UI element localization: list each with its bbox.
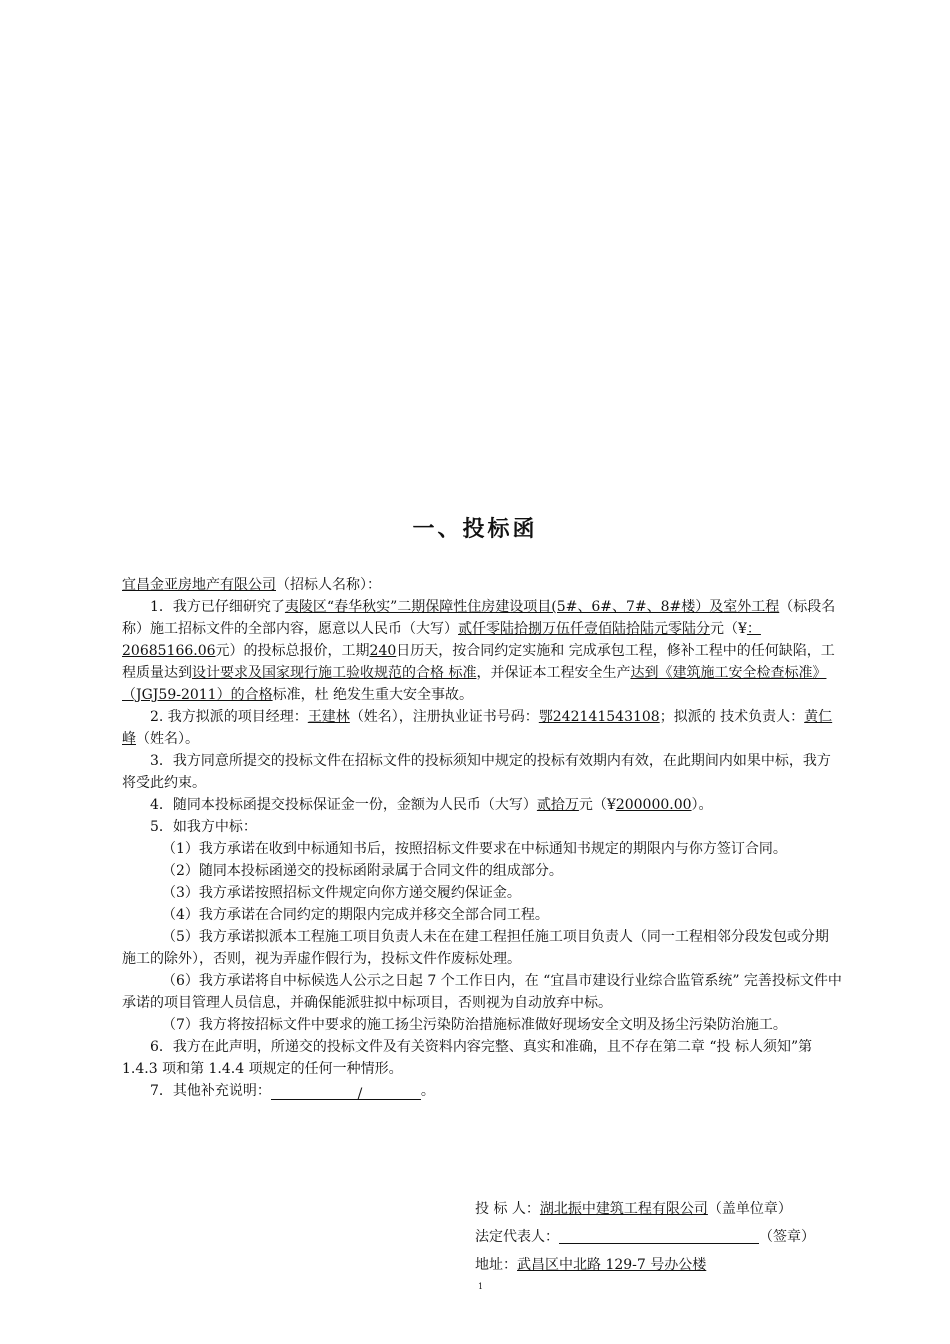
clause-5-item-2: （2）随同本投标函递交的投标函附录属于合同文件的组成部分。: [162, 863, 563, 879]
clause-1-text-f: ，并保证本工程安全生产: [476, 665, 631, 681]
clause-1-text-c: 元（¥: [710, 621, 747, 637]
address-line: [475, 1251, 895, 1279]
legal-rep-seal-note: （签章）: [759, 1229, 815, 1245]
clause-7: [122, 1080, 842, 1102]
clause-2-text-d: （姓名）。: [136, 731, 199, 747]
clause-4: [122, 794, 842, 816]
quality-standard: 设计要求及国家现行施工验收规范的合格 标准: [192, 665, 477, 681]
clause-2-text-b: （姓名），注册执业证书号码：: [349, 709, 539, 725]
bid-amount-words: 贰仟零陆拾捌万伍仟壹佰陆拾陆元零陆分: [458, 621, 710, 637]
legal-rep-signature-field: [559, 1227, 759, 1244]
clause-3: 3．我方同意所提交的投标文件在招标文件的投标须知中规定的投标有效期内有效，在此期间内如果中标，我方将受此约束。: [122, 753, 831, 791]
legal-rep-label: 法定代表人：: [475, 1229, 559, 1245]
page-title: 一、投标函: [412, 516, 538, 542]
bidder-line: [475, 1195, 895, 1223]
clause-1: [122, 596, 842, 706]
clause-5-item-5: （5）我方承诺拟派本工程施工项目负责人未在在建工程担任施工项目负责人（同一工程相邻分段发包或分期施工的除外），否则，视为弄虚作假行为，投标文件作废标处理。: [122, 929, 829, 967]
clause-5-item-6: （6）我方承诺将自中标候选人公示之日起 7 个工作日内，在 “宜昌市建设行业综合监管系统” 完善投标文件中承诺的项目管理人员信息，并确保能派驻拟中标项目，否则视为自动放弃中标。: [122, 973, 842, 1011]
letter-body: [122, 574, 842, 1102]
clause-5: 5．如我方中标：: [150, 819, 257, 835]
address-label: 地址：: [475, 1257, 517, 1273]
safety-standard: 达到《建筑施工安全检查标准》（JGJ59-2011）的合格: [122, 665, 827, 703]
clause-4-text-a: 4．随同本投标函提交投标保证金一份，金额为人民币（大写）: [150, 797, 537, 813]
project-name: 夷陵区“春华秋实”二期保障性住房建设项目(5#、6#、7#、8#楼）及室外工程: [284, 599, 780, 615]
bidder-seal-note: （盖单位章）: [707, 1201, 792, 1217]
tenderer-name: 宜昌金亚房地产有限公司: [122, 577, 276, 593]
legal-rep-line: [475, 1223, 895, 1251]
bidder-label: 投 标 人：: [475, 1201, 540, 1217]
deposit-amount-words: 贰拾万: [536, 797, 579, 813]
duration-days: 240: [369, 643, 397, 659]
salutation: [122, 574, 842, 596]
clause-4-text-b: 元（¥: [578, 797, 616, 813]
address-value: 武昌区中北路 129-7 号办公楼: [517, 1257, 707, 1273]
clause-1-text-e: 日历天，按合同约定实施和 完成承包工程，修补工程中的任何缺陷，工程质量达到: [122, 643, 835, 681]
clause-4-text-c: ）。: [691, 797, 713, 813]
bid-amount-number: ：20685166.06: [122, 621, 761, 659]
clause-1-text-a: 1．我方已仔细研究了: [150, 599, 285, 615]
clause-7-end: 。: [420, 1083, 435, 1099]
clause-5-item-4: （4）我方承诺在合同约定的期限内完成并移交全部合同工程。: [162, 907, 549, 923]
clause-5-item-7: （7）我方将按招标文件中要求的施工扬尘污染防治措施标准做好现场安全文明及扬尘污染防治施工。: [162, 1017, 787, 1033]
page-number: 1: [478, 1282, 484, 1291]
clause-5-item-3: （3）我方承诺按照招标文件规定向你方递交履约保证金。: [162, 885, 521, 901]
clause-7-label: 7．其他补充说明：: [150, 1083, 271, 1099]
certificate-number: 鄂242141543108: [538, 709, 660, 725]
clause-2: [122, 706, 842, 750]
clause-5-item-1: （1）我方承诺在收到中标通知书后，按照招标文件要求在中标通知书规定的期限内与你方签订合同。: [162, 841, 787, 857]
salutation-suffix: （招标人名称）：: [276, 577, 381, 593]
project-manager-name: 王建林: [307, 709, 350, 725]
clause-2-text-a: 2. 我方拟派的项目经理：: [150, 709, 308, 725]
clause-1-text-b: （标段名称）施工招标文件的全部内容，愿意以人民币（大写）: [122, 599, 836, 637]
technical-lead-name: 黄仁峰: [122, 709, 833, 747]
supplement-value: /: [271, 1083, 421, 1100]
bidder-name: 湖北振中建筑工程有限公司: [539, 1201, 708, 1217]
deposit-amount-number: 200000.00: [615, 797, 692, 813]
clause-1-text-g: 标准，杜 绝发生重大安全事故。: [272, 687, 474, 703]
signature-block: [475, 1195, 895, 1279]
clause-6: 6．我方在此声明，所递交的投标文件及有关资料内容完整、真实和准确，且不存在第二章 “投 标人须知”第 1.4.3 项和第 1.4.4 项规定的任何一种情形。: [122, 1039, 813, 1077]
clause-2-text-c: ；拟派的 技术负责人：: [659, 709, 805, 725]
clause-1-text-d: 元）的投标总报价，工期: [215, 643, 370, 659]
